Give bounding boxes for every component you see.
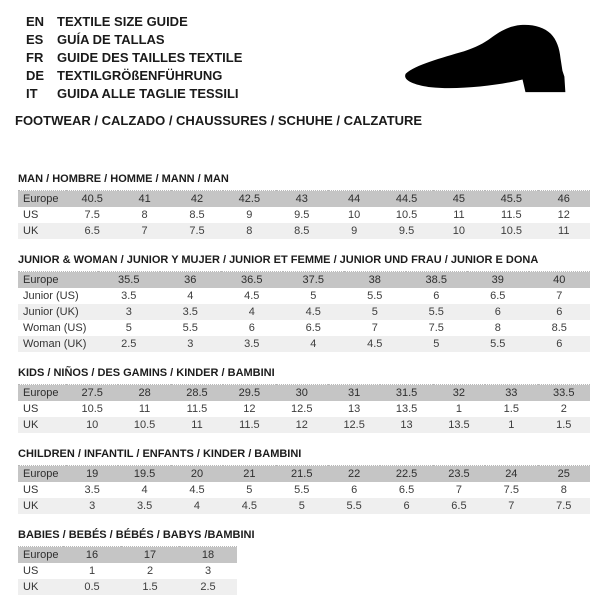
row-label: Europe <box>18 272 98 289</box>
table-row <box>18 320 590 336</box>
size-table-junior-woman <box>18 271 590 352</box>
size-section-junior-woman <box>18 253 600 352</box>
size-cell: 6 <box>529 336 591 352</box>
size-cell: 11.5 <box>485 207 537 223</box>
size-cell: 6 <box>328 482 380 498</box>
language-code: EN <box>26 14 45 29</box>
table-row <box>18 401 590 417</box>
size-cell: 11 <box>538 223 590 239</box>
size-cell: 10 <box>66 417 118 433</box>
size-cell: 2.5 <box>98 336 160 352</box>
size-cell: 3.5 <box>66 482 118 498</box>
size-cell: 12 <box>276 417 328 433</box>
size-cell: 6 <box>529 304 591 320</box>
table-row <box>18 482 590 498</box>
table-title-babies: BABIES / BEBÉS / BÉBÉS / BABYS /BAMBINI <box>18 529 255 541</box>
size-cell: 32 <box>433 385 485 402</box>
size-cell: 5.5 <box>328 498 380 514</box>
size-cell: 11.5 <box>171 401 223 417</box>
table-row <box>18 417 590 433</box>
language-label: TEXTILGRÖßENFÜHRUNG <box>57 68 223 83</box>
table-row <box>18 385 590 402</box>
size-cell: 22.5 <box>380 466 432 483</box>
table-title-junior-woman: JUNIOR & WOMAN / JUNIOR Y MUJER / JUNIOR ET FEMME / JUNIOR UND FRAU / JUNIOR E DONA <box>18 254 539 266</box>
size-table-man <box>18 190 590 239</box>
size-cell: 11.5 <box>223 417 275 433</box>
size-cell: 44.5 <box>380 191 432 208</box>
size-cell: 9.5 <box>380 223 432 239</box>
size-cell: 24 <box>485 466 537 483</box>
size-cell: 1.5 <box>538 417 590 433</box>
size-cell: 1.5 <box>485 401 537 417</box>
size-cell: 5.5 <box>467 336 529 352</box>
size-cell: 3.5 <box>118 498 170 514</box>
size-cell: 41 <box>118 191 170 208</box>
size-cell: 10.5 <box>118 417 170 433</box>
table-row <box>18 547 237 564</box>
size-cell: 7.5 <box>538 498 590 514</box>
size-cell: 3 <box>179 563 237 579</box>
row-label: US <box>18 563 63 579</box>
size-cell: 42.5 <box>223 191 275 208</box>
size-cell: 7.5 <box>171 223 223 239</box>
size-cell: 42 <box>171 191 223 208</box>
row-label: US <box>18 401 66 417</box>
size-cell: 27.5 <box>66 385 118 402</box>
size-cell: 2.5 <box>179 579 237 595</box>
size-cell: 29.5 <box>223 385 275 402</box>
size-cell: 21.5 <box>276 466 328 483</box>
size-cell: 3 <box>160 336 222 352</box>
size-cell: 10.5 <box>380 207 432 223</box>
size-cell: 6.5 <box>283 320 345 336</box>
language-label: GUÍA DE TALLAS <box>57 32 165 47</box>
language-label: GUIDE DES TAILLES TEXTILE <box>57 50 243 65</box>
size-cell: 1.5 <box>121 579 179 595</box>
size-cell: 31 <box>328 385 380 402</box>
size-cell: 4 <box>118 482 170 498</box>
size-cell: 3 <box>66 498 118 514</box>
row-label: Junior (US) <box>18 288 98 304</box>
row-label: Europe <box>18 466 66 483</box>
language-code: FR <box>26 50 44 65</box>
size-cell: 5.5 <box>344 288 406 304</box>
size-cell: 6.5 <box>433 498 485 514</box>
size-cell: 36 <box>160 272 222 289</box>
size-table-children <box>18 465 590 514</box>
size-cell: 12 <box>538 207 590 223</box>
size-cell: 6.5 <box>66 223 118 239</box>
size-cell: 9.5 <box>276 207 328 223</box>
size-cell: 4 <box>221 304 283 320</box>
size-cell: 3 <box>98 304 160 320</box>
size-cell: 39 <box>467 272 529 289</box>
size-cell: 2 <box>538 401 590 417</box>
size-cell: 19.5 <box>118 466 170 483</box>
language-label: TEXTILE SIZE GUIDE <box>57 14 188 29</box>
size-cell: 28.5 <box>171 385 223 402</box>
size-cell: 0.5 <box>63 579 121 595</box>
row-label: Europe <box>18 547 63 564</box>
table-title-kids: KIDS / NIÑOS / DES GAMINS / KINDER / BAMBINI <box>18 367 275 379</box>
size-cell: 30 <box>276 385 328 402</box>
size-cell: 33 <box>485 385 537 402</box>
size-cell: 3.5 <box>98 288 160 304</box>
size-cell: 7.5 <box>66 207 118 223</box>
size-cell: 46 <box>538 191 590 208</box>
size-cell: 11 <box>433 207 485 223</box>
row-label: Woman (UK) <box>18 336 98 352</box>
language-label: GUIDA ALLE TAGLIE TESSILI <box>57 86 239 101</box>
language-code: DE <box>26 68 45 83</box>
size-cell: 18 <box>179 547 237 564</box>
table-row <box>18 563 237 579</box>
size-cell: 12 <box>223 401 275 417</box>
size-cell: 8 <box>223 223 275 239</box>
size-cell: 8 <box>538 482 590 498</box>
size-cell: 4 <box>160 288 222 304</box>
row-label: US <box>18 207 66 223</box>
size-cell: 35.5 <box>98 272 160 289</box>
size-cell: 25 <box>538 466 590 483</box>
size-cell: 1 <box>433 401 485 417</box>
size-cell: 38 <box>344 272 406 289</box>
row-label: Woman (US) <box>18 320 98 336</box>
size-cell: 12.5 <box>276 401 328 417</box>
size-table-kids <box>18 384 590 433</box>
table-row <box>18 288 590 304</box>
size-cell: 3.5 <box>160 304 222 320</box>
size-cell: 6.5 <box>467 288 529 304</box>
size-cell: 37.5 <box>283 272 345 289</box>
size-cell: 7 <box>529 288 591 304</box>
table-row <box>18 223 590 239</box>
size-cell: 8.5 <box>276 223 328 239</box>
size-cell: 38.5 <box>406 272 468 289</box>
size-section-man <box>18 172 600 239</box>
size-cell: 5.5 <box>160 320 222 336</box>
size-cell: 6 <box>380 498 432 514</box>
size-section-babies <box>18 528 600 595</box>
row-label: UK <box>18 223 66 239</box>
row-label: Junior (UK) <box>18 304 98 320</box>
size-cell: 7 <box>485 498 537 514</box>
table-row <box>18 191 590 208</box>
size-cell: 7 <box>344 320 406 336</box>
size-cell: 23.5 <box>433 466 485 483</box>
size-cell: 8 <box>467 320 529 336</box>
size-cell: 8 <box>118 207 170 223</box>
size-cell: 36.5 <box>221 272 283 289</box>
size-cell: 43 <box>276 191 328 208</box>
size-cell: 11 <box>171 417 223 433</box>
size-cell: 13 <box>328 401 380 417</box>
size-cell: 6 <box>221 320 283 336</box>
row-label: UK <box>18 417 66 433</box>
size-cell: 9 <box>328 223 380 239</box>
size-cell: 6.5 <box>380 482 432 498</box>
size-cell: 10 <box>328 207 380 223</box>
table-row <box>18 498 590 514</box>
row-label: US <box>18 482 66 498</box>
size-cell: 7.5 <box>485 482 537 498</box>
size-cell: 5 <box>223 482 275 498</box>
size-cell: 4.5 <box>171 482 223 498</box>
size-cell: 4.5 <box>283 304 345 320</box>
size-cell: 13.5 <box>380 401 432 417</box>
size-cell: 19 <box>66 466 118 483</box>
size-cell: 13.5 <box>433 417 485 433</box>
table-row <box>18 304 590 320</box>
size-cell: 4.5 <box>344 336 406 352</box>
size-cell: 22 <box>328 466 380 483</box>
size-cell: 4.5 <box>221 288 283 304</box>
table-row <box>18 272 590 289</box>
size-cell: 10 <box>433 223 485 239</box>
size-tables-area <box>18 172 600 595</box>
size-cell: 4.5 <box>223 498 275 514</box>
size-cell: 31.5 <box>380 385 432 402</box>
table-title-man: MAN / HOMBRE / HOMME / MANN / MAN <box>18 173 229 185</box>
size-cell: 40.5 <box>66 191 118 208</box>
size-cell: 45.5 <box>485 191 537 208</box>
size-section-kids <box>18 366 600 433</box>
table-row <box>18 579 237 595</box>
language-code: IT <box>26 86 38 101</box>
size-cell: 12.5 <box>328 417 380 433</box>
size-cell: 7 <box>433 482 485 498</box>
size-cell: 17 <box>121 547 179 564</box>
size-cell: 28 <box>118 385 170 402</box>
size-cell: 7.5 <box>406 320 468 336</box>
size-cell: 5 <box>344 304 406 320</box>
category-heading: FOOTWEAR / CALZADO / CHAUSSURES / SCHUHE / CALZATURE <box>15 113 423 128</box>
size-section-children <box>18 447 600 514</box>
table-title-children: CHILDREN / INFANTIL / ENFANTS / KINDER / BAMBINI <box>18 448 302 460</box>
size-cell: 45 <box>433 191 485 208</box>
row-label: UK <box>18 498 66 514</box>
language-code: ES <box>26 32 44 47</box>
size-cell: 10.5 <box>66 401 118 417</box>
size-cell: 5.5 <box>276 482 328 498</box>
size-cell: 4 <box>171 498 223 514</box>
table-row <box>18 466 590 483</box>
size-cell: 8.5 <box>171 207 223 223</box>
size-cell: 16 <box>63 547 121 564</box>
size-cell: 2 <box>121 563 179 579</box>
size-cell: 44 <box>328 191 380 208</box>
size-cell: 5 <box>283 288 345 304</box>
size-cell: 3.5 <box>221 336 283 352</box>
row-label: Europe <box>18 191 66 208</box>
table-row <box>18 336 590 352</box>
size-cell: 33.5 <box>538 385 590 402</box>
size-cell: 5.5 <box>406 304 468 320</box>
size-cell: 5 <box>406 336 468 352</box>
size-cell: 11 <box>118 401 170 417</box>
row-label: Europe <box>18 385 66 402</box>
size-cell: 9 <box>223 207 275 223</box>
row-label: UK <box>18 579 63 595</box>
size-cell: 20 <box>171 466 223 483</box>
size-cell: 7 <box>118 223 170 239</box>
size-cell: 4 <box>283 336 345 352</box>
size-cell: 10.5 <box>485 223 537 239</box>
size-cell: 40 <box>529 272 591 289</box>
size-cell: 6 <box>467 304 529 320</box>
size-cell: 8.5 <box>529 320 591 336</box>
size-cell: 1 <box>63 563 121 579</box>
size-cell: 21 <box>223 466 275 483</box>
size-cell: 1 <box>485 417 537 433</box>
size-cell: 13 <box>380 417 432 433</box>
table-row <box>18 207 590 223</box>
dress-shoe-icon <box>398 22 578 102</box>
size-table-babies <box>18 546 237 595</box>
size-cell: 5 <box>98 320 160 336</box>
size-cell: 6 <box>406 288 468 304</box>
size-cell: 5 <box>276 498 328 514</box>
